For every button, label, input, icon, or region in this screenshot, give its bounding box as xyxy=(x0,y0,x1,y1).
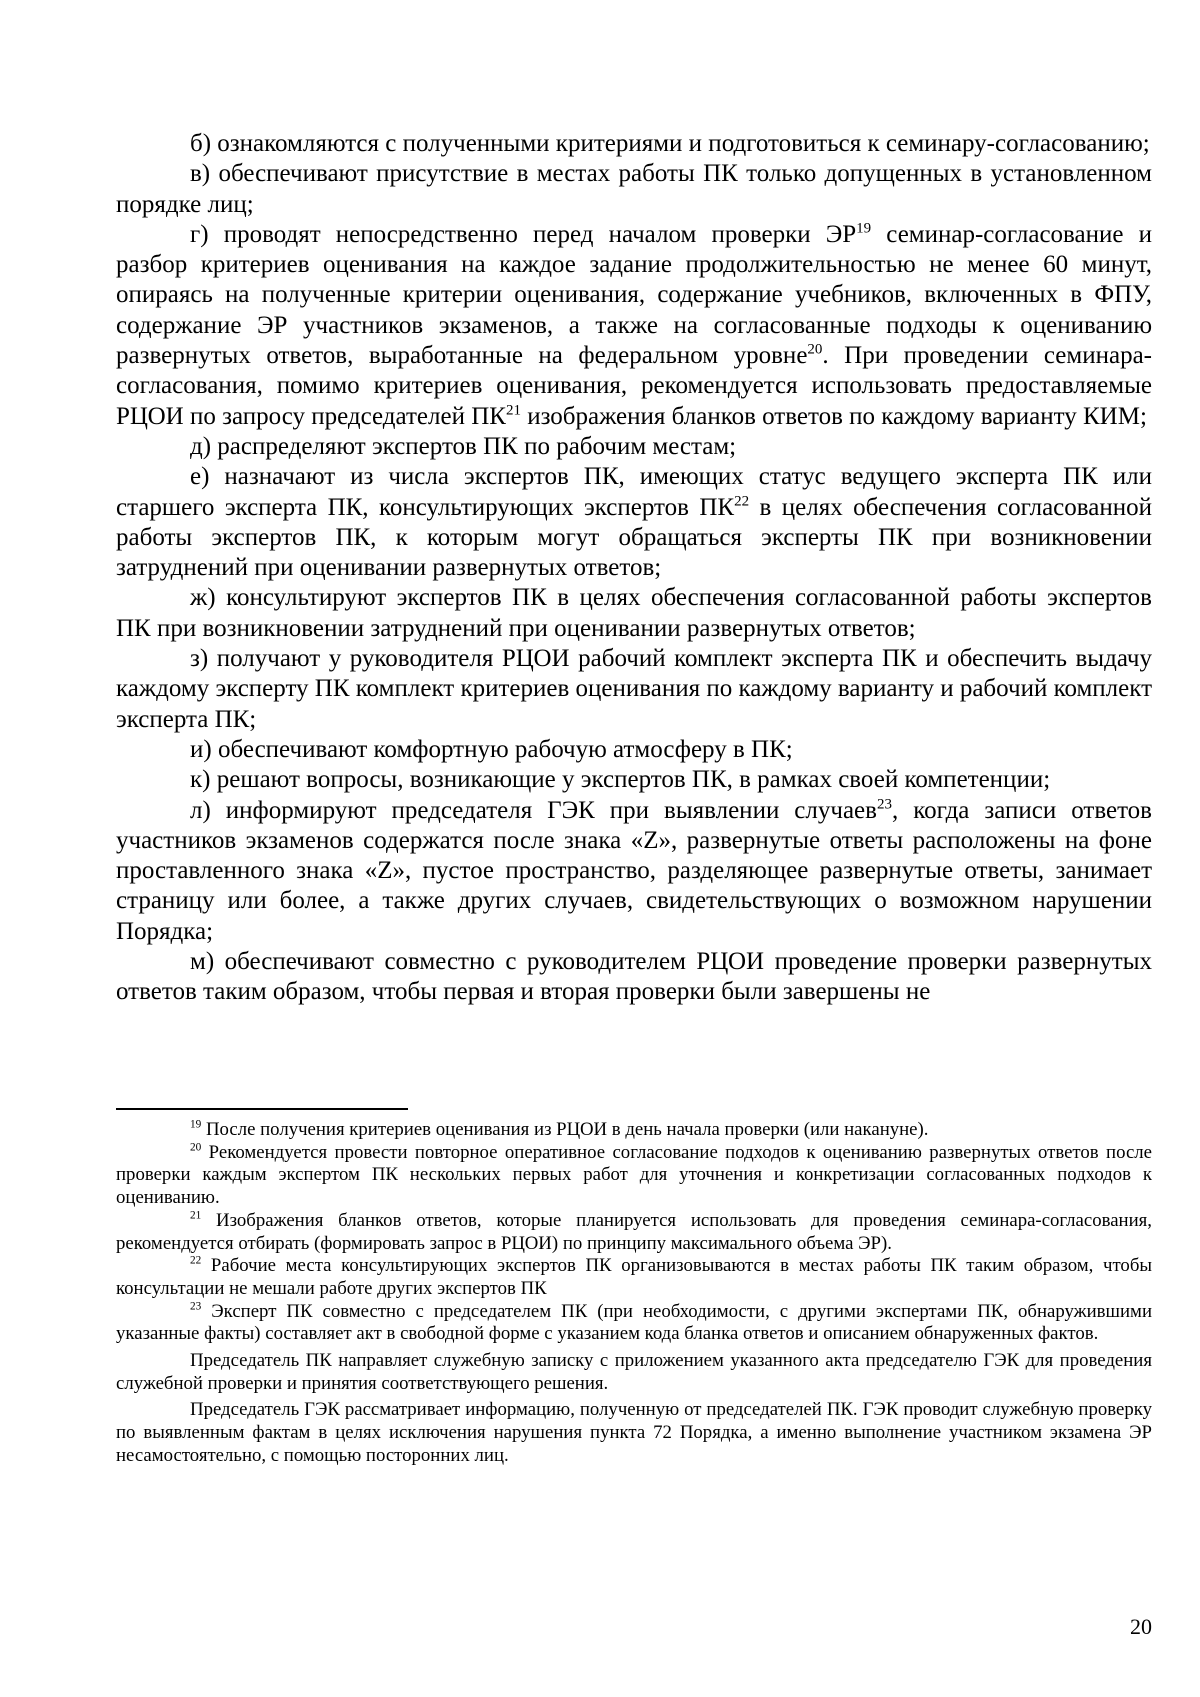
paragraph-zh: ж) консультируют экспертов ПК в целях обеспечения согласованной работы экспертов ПК при возникновении затруднений при оценивании развернутых ответов; xyxy=(116,584,1152,642)
paragraph-z: з) получают у руководителя РЦОИ рабочий комплект эксперта ПК и обеспечить выдачу каждому эксперту ПК комплект критериев оценивания по каждому варианту и рабочий комплект эксперта ПК; xyxy=(116,645,1152,733)
paragraph-i: и) обеспечивают комфортную рабочую атмосферу в ПК; xyxy=(190,735,793,763)
footnote-23 xyxy=(116,1301,1152,1346)
footnote-text-19: После получения критериев оценивания из РЦОИ в день начала проверки (или накануне). xyxy=(201,1119,929,1140)
paragraph-l-part1: л) информируют председателя ГЭК при выявлении случаев xyxy=(190,796,877,824)
main-text xyxy=(116,129,1152,1008)
paragraph-e-part1: е) назначают из числа экспертов ПК, имеющих статус ведущего эксперта ПК или старшего эксперта ПК, консультирующих экспертов ПК xyxy=(116,463,1152,521)
footnote-text-23: Эксперт ПК совместно с председателем ПК (при необходимости, с другими экспертами ПК, обнаружившими указанные факты) составляет акт в свободной форме с указанием кода бланка ответов и описанием обнаруженных фактов. xyxy=(116,1300,1152,1345)
footnote-22 xyxy=(116,1255,1152,1300)
footnote-separator xyxy=(116,1108,408,1110)
footnote-text-22: Рабочие места консультирующих экспертов ПК организовываются в местах работы ПК таким образом, чтобы консультации не мешали работе других экспертов ПК xyxy=(116,1255,1152,1299)
footnote-23-continued-2: Председатель ГЭК рассматривает информацию, полученную от председателей ПК. ГЭК проводит служебную проверку по выявленным фактам в целях исключения нарушения пункта 72 Порядка, а именно выполнение участником экзамена ЭР несамостоятельно, с помощью посторонних лиц. xyxy=(116,1399,1152,1466)
page-number: 20 xyxy=(1130,1614,1152,1639)
paragraph-g xyxy=(116,220,1152,432)
footnote-ref-20[interactable]: 20 xyxy=(807,341,823,358)
paragraph-l xyxy=(116,796,1152,947)
paragraph-e xyxy=(116,462,1152,583)
paragraph-b: б) ознакомляются с полученными критериями и подготовиться к семинару-согласованию; xyxy=(190,130,1150,157)
footnote-mark-21: 21 xyxy=(190,1209,202,1222)
footnote-19 xyxy=(116,1119,1152,1142)
paragraph-m: м) обеспечивают совместно с руководителем РЦОИ проведение проверки развернутых ответов таким образом, чтобы первая и вторая проверки были завершены не xyxy=(116,948,1152,1006)
footnote-20 xyxy=(116,1142,1152,1210)
paragraph-e-part2: в целях обеспечения согласованной работы экспертов ПК, к которым могут обращаться эксперты ПК при возникновении затруднений при оценивании развернутых ответов; xyxy=(116,493,1152,582)
paragraph-l-part2: , когда записи ответов участников экзаменов содержатся после знака «Z», развернутые ответы расположены на фоне проставленного знака «Z», пустое пространство, разделяющее развернутые ответы, занимает страницу или более, а также других случаев, свидетельствующих о возможном нарушении Порядка; xyxy=(116,796,1152,945)
footnote-ref-22[interactable]: 22 xyxy=(734,493,750,510)
paragraph-g-part1: г) проводят непосредственно перед началом проверки ЭР xyxy=(190,220,857,248)
footnote-mark-22: 22 xyxy=(190,1254,202,1267)
paragraph-g-part4: изображения бланков ответов по каждому варианту КИМ; xyxy=(520,402,1147,430)
footnote-ref-19[interactable]: 19 xyxy=(856,220,872,237)
footnotes xyxy=(116,1119,1152,1468)
footnote-mark-19: 19 xyxy=(190,1118,202,1131)
footnote-ref-21[interactable]: 21 xyxy=(505,402,521,419)
footnote-21 xyxy=(116,1210,1152,1255)
paragraph-k: к) решают вопросы, возникающие у экспертов ПК, в рамках своей компетенции; xyxy=(190,766,1051,794)
footnote-text-20: Рекомендуется провести повторное оперативное согласование подходов к оцениванию развернутых ответов после проверки каждым экспертом ПК нескольких первых работ для уточнения и конкретизации согласованных подходов к оцениванию. xyxy=(116,1141,1152,1209)
paragraph-v: в) обеспечивают присутствие в местах работы ПК только допущенных в установленном порядке лиц; xyxy=(116,160,1152,218)
footnote-23-continued-1: Председатель ПК направляет служебную записку с приложением указанного акта председателю ГЭК для проведения служебной проверки и принятия соответствующего решения. xyxy=(116,1350,1152,1394)
footnote-mark-23: 23 xyxy=(190,1300,202,1313)
paragraph-g-part2: семинар-согласование и разбор критериев оценивания на каждое задание продолжительностью не менее 60 минут, опираясь на полученные критерии оценивания, содержание учебников, включенных в ФПУ, содержание ЭР участников экзаменов, а также на согласованные подходы к оцениванию развернутых ответов, выработанные на федеральном уровне xyxy=(116,220,1152,370)
footnote-text-21: Изображения бланков ответов, которые планируется использовать для проведения семинара-согласования, рекомендуется отбирать (формировать запрос в РЦОИ) по принципу максимального объема ЭР). xyxy=(116,1209,1152,1254)
footnote-ref-23[interactable]: 23 xyxy=(876,796,892,813)
paragraph-g-part3: . При проведении семинара-согласования, помимо критериев оценивания, рекомендуется использовать предоставляемые РЦОИ по запросу председателей ПК xyxy=(116,342,1152,430)
paragraph-d: д) распределяют экспертов ПК по рабочим местам; xyxy=(190,432,737,460)
footnote-mark-20: 20 xyxy=(190,1141,202,1154)
